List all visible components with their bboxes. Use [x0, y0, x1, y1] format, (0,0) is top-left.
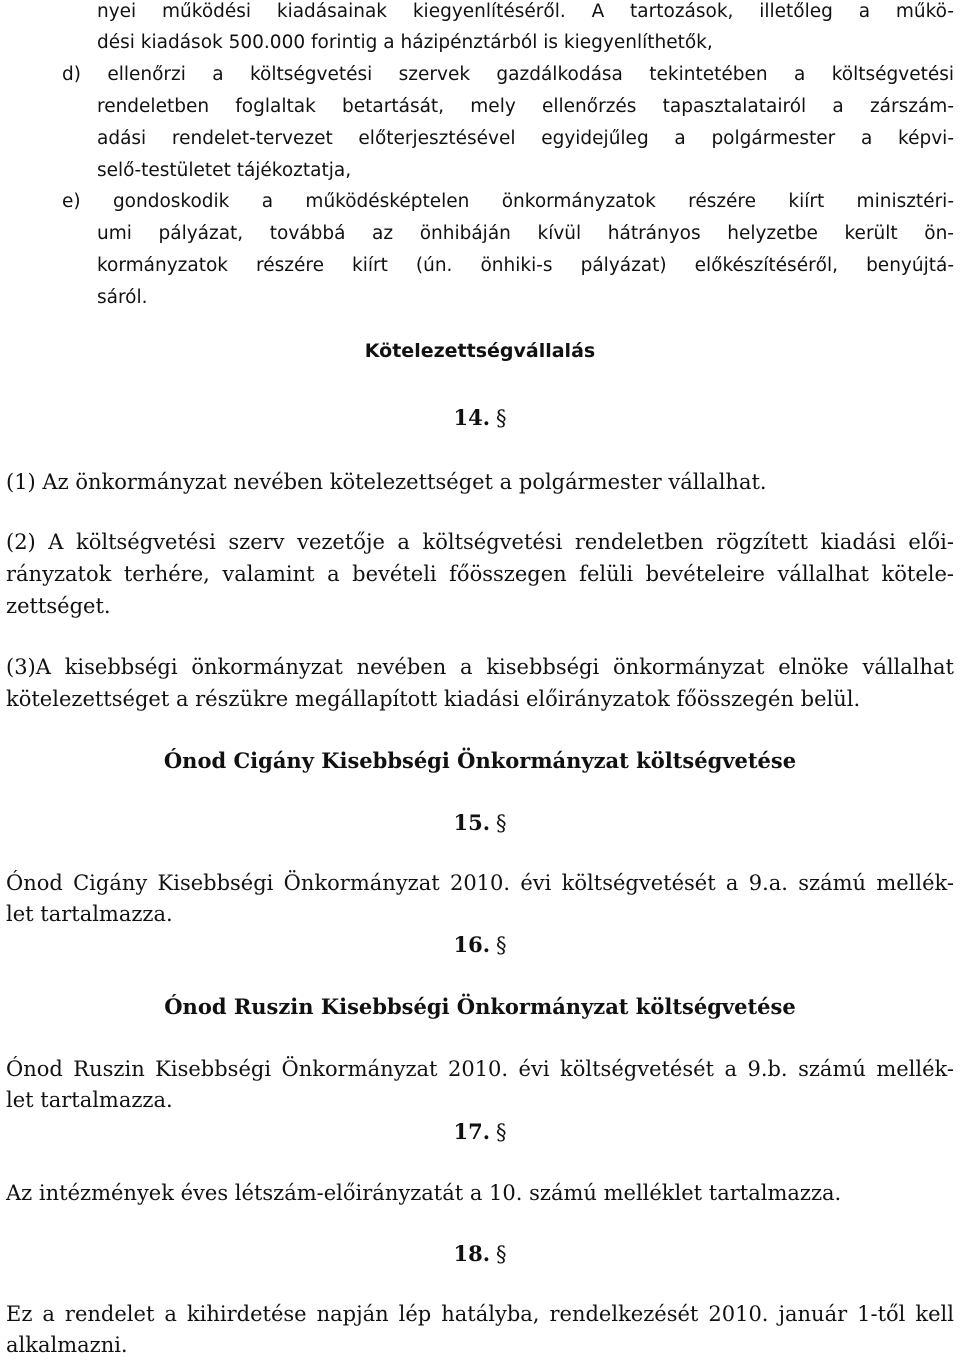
paragraph-line: rányzatok terhére, valamint a bevételi főösszegen felüli bevételeire vállalhat kötele-	[6, 562, 954, 586]
paragraph-line: Az intézmények éves létszám-előirányzatát a 10. számú melléklet tartalmazza.	[6, 1181, 842, 1205]
section-number-label: 16.	[453, 932, 491, 957]
list-item-e-line: sáról.	[97, 287, 148, 308]
paragraph-line: (2) A költségvetési szerv vezetője a költségvetési rendeletben rögzített kiadási elői-	[6, 530, 954, 554]
section-heading: Ónod Ruszin Kisebbségi Önkormányzat költségvetése	[164, 994, 796, 1019]
section-number-label: 18.	[453, 1241, 491, 1266]
section-number	[0, 402, 960, 435]
paragraph-line: (3)A kisebbségi önkormányzat nevében a kisebbségi önkormányzat elnöke vállalhat	[6, 655, 954, 679]
list-item-d-line: rendeletben foglaltak betartását, mely ellenőrzés tapasztalatairól a zárszám-	[97, 96, 954, 117]
section-number	[0, 1238, 960, 1271]
list-item-d-line: d) ellenőrzi a költségvetési szervek gazdálkodása tekintetében a költségvetési	[62, 64, 954, 85]
section-symbol: §	[496, 933, 507, 957]
paragraph-line: zettséget.	[6, 594, 111, 618]
section-symbol: §	[496, 811, 507, 835]
paragraph-line: alkalmazni.	[6, 1333, 128, 1357]
paragraph-line: Ez a rendelet a kihirdetése napján lép hatályba, rendelkezését 2010. január 1-től kell	[6, 1302, 954, 1326]
list-item-e-line: umi pályázat, továbbá az önhibáján kívül hátrányos helyzetbe került ön-	[97, 223, 954, 244]
section-heading: Ónod Cigány Kisebbségi Önkormányzat költségvetése	[163, 748, 797, 773]
list-item-c-line: dési kiadások 500.000 forintig a házipénztárból is kiegyenlíthetők,	[97, 32, 713, 53]
paragraph-line: kötelezettséget a részükre megállapított kiadási előirányzatok főösszegén belül.	[6, 687, 861, 711]
section-number	[0, 929, 960, 962]
section-symbol: §	[496, 406, 507, 430]
list-item-c-line: nyei működési kiadásainak kiegyenlítéséről. A tartozások, illetőleg a műkö-	[97, 1, 954, 22]
section-number-label: 15.	[453, 810, 491, 835]
paragraph-line: Ónod Cigány Kisebbségi Önkormányzat 2010. évi költségvetését a 9.a. számú mellék-	[6, 871, 954, 895]
paragraph-line: (1) Az önkormányzat nevében kötelezettséget a polgármester vállalhat.	[6, 470, 767, 494]
section-number	[0, 1116, 960, 1149]
section-symbol: §	[496, 1242, 507, 1266]
section-heading: Kötelezettségvállalás	[364, 340, 596, 362]
list-item-e-line: kormányzatok részére kiírt (ún. önhiki-s pályázat) előkészítéséről, benyújtá-	[97, 255, 954, 276]
section-number-label: 17.	[453, 1119, 491, 1144]
paragraph-line: let tartalmazza.	[6, 902, 173, 926]
section-number-label: 14.	[453, 405, 491, 430]
list-item-d-line: selő-testületet tájékoztatja,	[97, 160, 352, 181]
list-item-d-line: adási rendelet-tervezet előterjesztésével egyidejűleg a polgármester a képvi-	[97, 128, 954, 149]
paragraph-line: let tartalmazza.	[6, 1088, 173, 1112]
section-symbol: §	[496, 1120, 507, 1144]
paragraph-line: Ónod Ruszin Kisebbségi Önkormányzat 2010. évi költségvetését a 9.b. számú mellék-	[6, 1057, 954, 1081]
section-number	[0, 807, 960, 840]
list-item-e-line: e) gondoskodik a működésképtelen önkormányzatok részére kiírt minisztéri-	[62, 191, 954, 212]
